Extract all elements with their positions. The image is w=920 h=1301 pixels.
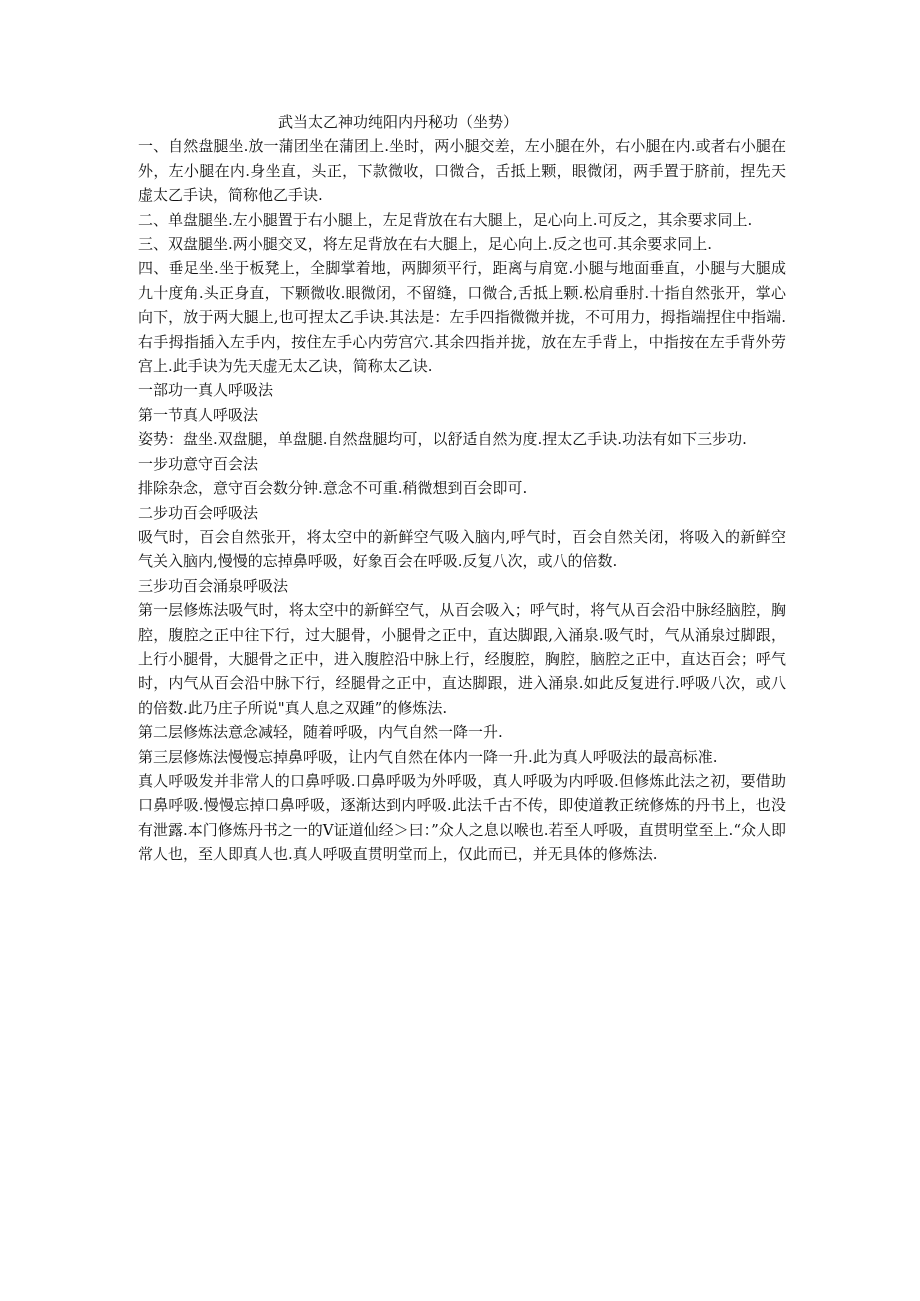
paragraph: 一、自然盘腿坐.放一蒲团坐在蒲团上.坐时，两小腿交差，左小腿在外，右小腿在内.或者右小腿在外，左小腿在内.身坐直，头正，下款微收，口微合，舌抵上颗，眼微闭，两手置于脐前，捏先天虚太乙手诀，简称他乙手诀. [138, 137, 786, 205]
paragraph: 第二层修炼法意念减轻，随着呼吸，内气自然一降一升. [138, 723, 503, 742]
paragraph: 排除杂念，意守百会数分钟.意念不可重.稍微想到百会即可. [138, 479, 528, 498]
paragraph: 第三层修炼法慢慢忘掉鼻呼吸，让内气自然在体内一降一升.此为真人呼吸法的最高标准. [138, 747, 718, 766]
section-heading: 一步功意守百会法 [138, 454, 259, 473]
section-heading: 三步功百会涌泉呼吸法 [138, 576, 289, 595]
paragraph: 三、双盘腿坐.两小腿交叉，将左足背放在右大腿上，足心向上.反之也可.其余要求同上. [138, 235, 713, 254]
section-heading: 一部功一真人呼吸法 [138, 381, 274, 400]
paragraph: 姿势：盘坐.双盘腿，单盘腿.自然盘腿均可，以舒适自然为度.捏太乙手诀.功法有如下三步功. [138, 430, 747, 449]
paragraph: 二、单盘腿坐.左小腿置于右小腿上，左足背放在右大腿上，足心向上.可反之，其余要求同上. [138, 210, 753, 229]
document-page [138, 110, 786, 867]
section-heading: 第一节真人呼吸法 [138, 405, 259, 424]
paragraph: 吸气时，百会自然张开，将太空中的新鲜空气吸入脑内,呼气时，百会自然关闭，将吸入的新鲜空气关入脑内,慢慢的忘掉鼻呼吸，好象百会在呼吸.反复八次，或八的倍数. [138, 527, 786, 571]
section-heading: 二步功百会呼吸法 [138, 503, 259, 522]
paragraph: 真人呼吸发并非常人的口鼻呼吸.口鼻呼吸为外呼吸，真人呼吸为内呼吸.但修炼此法之初，要借助口鼻呼吸.慢慢忘掉口鼻呼吸，逐渐达到内呼吸.此法千古不传，即使道教正统修炼的丹书上，也没有泄露.本门修炼丹书之一的Ⅴ证道仙经＞曰：”众人之息以喉也.若至人呼吸，直贯明堂至上.“众人即常人也，至人即真人也.真人呼吸直贯明堂而上，仅此而已，并无具体的修炼法. [138, 771, 786, 864]
paragraph: 四、垂足坐.坐于板凳上，全脚掌着地，两脚须平行，距离与肩宽.小腿与地面垂直，小腿与大腿成九十度角.头正身直，下颗微收.眼微闭，不留缝，口微合,舌抵上颗.松肩垂肘.十指自然张开，掌心向下，放于两大腿上,也可捏太乙手诀.其法是：左手四指微微并拢，不可用力，拇指端捏住中指端.右手拇指插入左手内，按住左手心内劳宫穴.其余四指并拢，放在左手背上，中指按在左手背外劳宫上.此手诀为先天虚无太乙诀，简称太乙诀. [138, 259, 786, 376]
document-body [138, 134, 786, 866]
document-title: 武当太乙神功纯阳内丹秘功（坐势） [278, 113, 519, 131]
paragraph: 第一层修炼法吸气时，将太空中的新鲜空气，从百会吸入；呼气时，将气从百会沿中脉经脑腔，胸腔，腹腔之正中往下行，过大腿骨，小腿骨之正中，直达脚跟,入涌泉.吸气时，气从涌泉过脚跟，上行小腿骨，大腿骨之正中，进入腹腔沿中脉上行，经腹腔，胸腔，脑腔之正中，直达百会；呼气时，内气从百会沿中脉下行，经腿骨之正中，直达脚跟，进入涌泉.如此反复进行.呼吸八次，或八的倍数.此乃庄子所说"真人息之双踵”的修炼法. [138, 601, 786, 717]
